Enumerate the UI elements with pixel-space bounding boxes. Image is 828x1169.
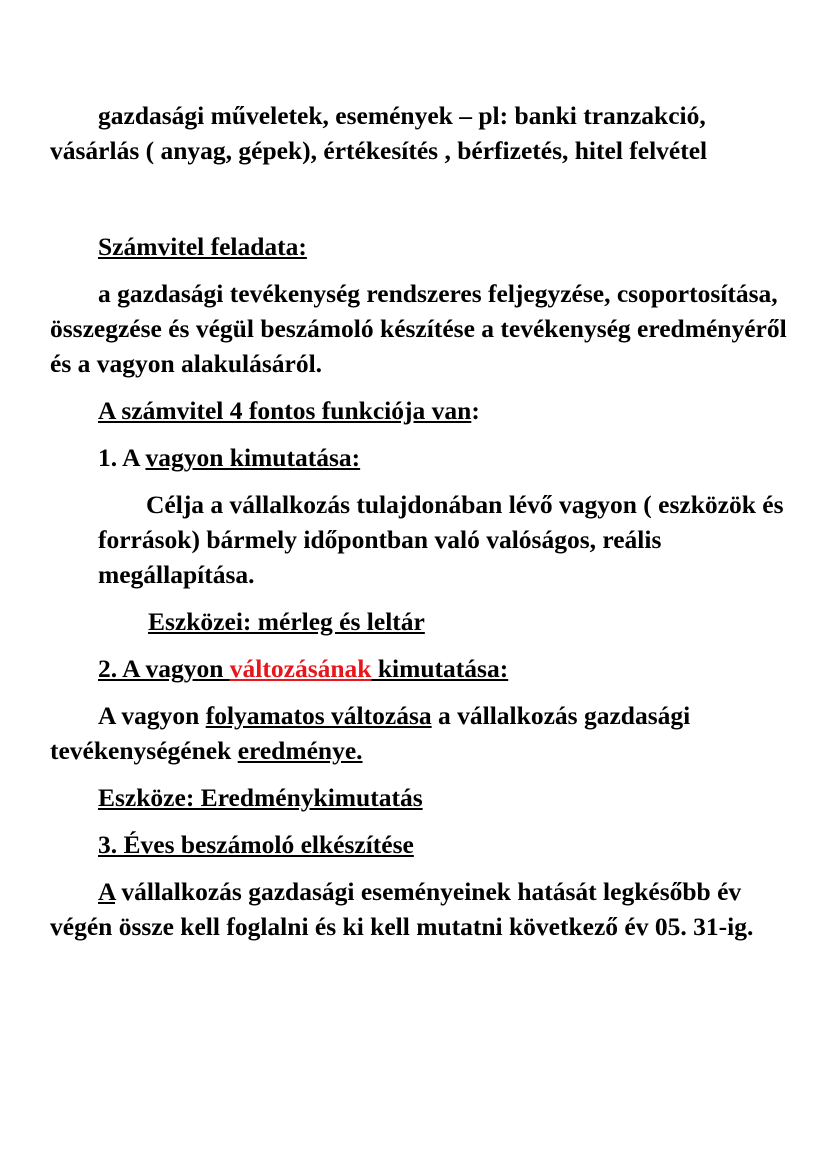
task-paragraph: a gazdasági tevékenység rendszeres feljegyzése, csoportosítása, összegzése és végül beszámoló készítése a tevékenység eredményéről és a vagyon alakulásáról. — [50, 279, 787, 378]
task-heading-text: Számvitel feladata: — [98, 232, 307, 261]
function-1-prefix: 1. A — [98, 443, 146, 472]
function-3-text: vállalkozás gazdasági eseményeinek hatását legkésőbb év végén össze kell foglalni és ki kell mutatni következő év 05. 31-ig. — [50, 877, 754, 941]
functions-heading-colon: : — [471, 396, 480, 425]
function-2-text-underline-1: folyamatos változása — [205, 701, 432, 730]
function-2-text-underline-2: eredménye. — [237, 736, 363, 765]
function-3-title: 3. Éves beszámoló elkészítése — [98, 830, 414, 859]
function-3-text-underline: A — [98, 877, 116, 906]
function-2-text-2: a vállalkozás gazdasági tevékenységének — [50, 701, 691, 765]
function-2-paragraph — [50, 698, 790, 768]
functions-heading — [50, 393, 790, 428]
function-2-heading-part1: 2. A vagyon — [98, 654, 230, 683]
function-1-paragraph: Célja a vállalkozás tulajdonában lévő vagyon ( eszközök és források) bármely időpontban való valóságos, reális megállapítása. — [98, 490, 784, 589]
function-2-tool — [50, 780, 790, 815]
function-1-tools-text: Eszközei: mérleg és leltár — [148, 607, 425, 636]
function-1-tools — [50, 604, 790, 639]
intro-paragraph: gazdasági műveletek, események – pl: banki tranzakció, vásárlás ( anyag, gépek), értékesítés , bérfizetés, hitel felvétel — [50, 101, 708, 165]
function-3-paragraph — [50, 874, 790, 944]
function-3-heading — [50, 827, 790, 862]
function-2-heading-part2: kimutatása: — [371, 654, 509, 683]
document-page — [50, 98, 790, 944]
functions-heading-text: A számvitel 4 fontos funkciója van — [98, 396, 472, 425]
function-1-heading — [50, 440, 790, 475]
function-2-tool-text: Eszköze: Eredménykimutatás — [98, 783, 423, 812]
function-2-text-1: A vagyon — [98, 701, 206, 730]
function-2-heading — [50, 651, 790, 686]
task-heading — [50, 229, 790, 264]
function-2-heading-highlight: változásának — [229, 654, 372, 683]
function-1-title: vagyon kimutatása: — [145, 443, 361, 472]
